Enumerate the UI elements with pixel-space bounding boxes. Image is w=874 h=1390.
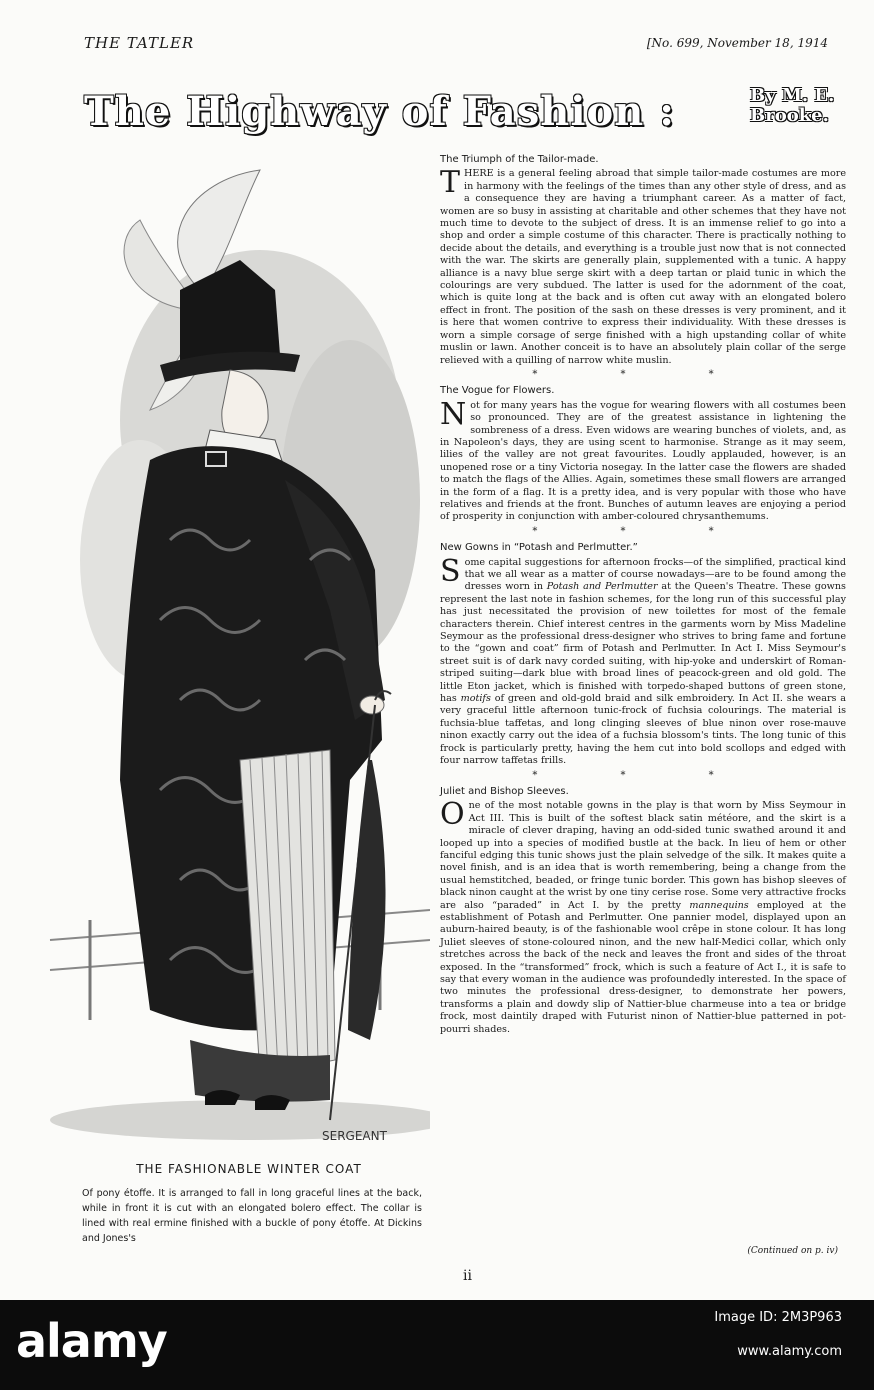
section-heading: New Gowns in “Potash and Perlmutter.”	[440, 542, 638, 554]
section-text: ome capital suggestions for afternoon frocks—of the simplified, practical kind that we all wear as a matter of course nowadays—are to be found among the dresses worn in	[464, 556, 846, 593]
masthead: THE TATLER	[84, 34, 195, 52]
section-heading: Juliet and Bishop Sleeves.	[440, 785, 569, 797]
section-body	[440, 797, 846, 1036]
section-text: of green and old-gold braid and silk embroidery. In Act II. she wears a very graceful little afternoon tunic-frock of fuchsia colourings. The material is fuchsia-blue taffetas, and long clinging sleeves of blue ninon over rose-mauve ninon exactly carry out the idea of a fuchsia blossom's tints. The long tunic of this frock is particularly pretty, having the hem cut into bold scollops and edged with four narrow taffetas frills.	[440, 693, 846, 767]
play-title: Potash and Perlmutter	[546, 581, 658, 593]
italic-word: motifs	[460, 693, 491, 705]
section-body	[440, 396, 846, 524]
section-text: ot for many years has the vogue for wearing flowers with all costumes been so pronounced. They are of the greatest assistance in lightening the sombreness of a dress. Even widows are wearing bunches of violets, and, as in Napoleon's days, they are using scent to harmonise. Strange as it may seem, lilies of the valley are not great favourites. Loudly applauded, however, is an unopened rose or a tiny Victoria nosegay. In the latter case the flowers are shaded to match the flags of the Allies. Again, sometimes these small flowers are arranged in the form of a flag. It is a pretty idea, and is very popular with those who have relatives and friends at the front. Bunches of autumn leaves are enjoying a period of prosperity in conjunction with amber-coloured chrysanthemums.	[440, 399, 846, 523]
section-text: at the Queen's Theatre. These gowns represent the last note in fashion schemes, for the long run of this successful play has just necessitated the provision of new toilettes for most of the female characters therein. Chief interest centres in the garments worn by Miss Madeline Seymour as the professional dress-designer who strives to bring fame and fortune to the “gown and coat” firm of Potash and Perlmutter. In Act I. Miss Seymour's street suit is of dark navy corded suiting, with hip-yoke and underskirt of Roman-striped suiting—dark blue with broad lines of peacock-green and old gold. The little Eton jacket, which is finished with torpedo-shaped buttons of green stone, has	[440, 581, 846, 705]
issue-line: [No. 699, November 18, 1914	[646, 36, 828, 50]
page-title: The Highway of Fashion :	[84, 88, 675, 135]
article-column	[440, 150, 846, 1036]
section-text: employed at the establishment of Potash and Perlmutter. One pannier model, displayed upon an auburn-haired beauty, is of the fashionable wool crêpe in stone colour. It has long Juliet sleeves of stone-coloured ninon, and the new half-Medici collar, which only stretches across the back of the neck and leaves the front and sides of the throat exposed. In the “transformed” frock, which is such a feature of Act I., it is safe to say that every woman in the audience was profoundedly interested. In the space of two minutes the professional dress-designer, to demonstrate her powers, transforms a plain and dowdy slip of Nattier-blue charmeuse into a tea or bridge frock, most daintily draped with Futurist ninon of Nattier-blue patterned in pot-pourri shades.	[440, 899, 846, 1035]
byline-line-1: By M. E.	[750, 85, 835, 106]
fashion-illustration	[30, 140, 430, 1150]
image-id: Image ID: 2M3P963	[714, 1310, 842, 1325]
byline-line-2: Brooke.	[750, 105, 829, 126]
drop-cap: S	[440, 553, 461, 589]
page-number: ii	[463, 1268, 472, 1284]
section-body	[440, 553, 846, 768]
section-text: HERE is a general feeling abroad that simple tailor-made costumes are more in harmony with the feelings of the times than any other style of dress, and as a consequence they are having a triumphant career. As a matter of fact, women are so busy in assisting at charitable and other schemes that they have not much time to devote to the subject of dress. It is an immense relief to go into a shop and order a simple costume of this character. There is practically nothing to decide about the details, and everything is a trouble just now that is not connected with the war. The skirts are generally plain, supplemented with a tunic. A happy alliance is a navy blue serge skirt with a deep tartan or plaid tunic in which the colourings are very subdued. The latter is used for the adornment of the coat, which is quite long at the back and is often cut away with an elongated bolero effect in front. The position of the sash on these dresses is very prominent, and it is here that women contrive to express their individuality. With these dresses is worn a simple corsage of serge finished with a high upstanding collar of white muslin or lawn. Another conceit is to have an absolutely plain collar of the serge relieved with a quilling of narrow white muslin.	[440, 168, 846, 366]
watermark-logo: alamy	[16, 1314, 167, 1368]
drop-cap: O	[440, 797, 465, 833]
section-divider: * * *	[532, 769, 754, 781]
drop-cap: N	[440, 396, 467, 432]
italic-word: mannequins	[689, 899, 749, 911]
section-divider: * * *	[532, 368, 754, 380]
section-body	[440, 165, 846, 367]
caption-title: THE FASHIONABLE WINTER COAT	[136, 1162, 362, 1176]
section-divider: * * *	[532, 525, 754, 537]
artist-signature: SERGEANT	[322, 1129, 387, 1143]
site-url: www.alamy.com	[737, 1344, 842, 1359]
section-heading: The Vogue for Flowers.	[440, 385, 555, 397]
continued-note: (Continued on p. iv)	[747, 1246, 838, 1256]
caption-text: Of pony étoffe. It is arranged to fall in long graceful lines at the back, while in front it is cut with an elongated bolero effect. The collar is lined with real ermine finished with a buckle of pony étoffe. At Dickins and Jones's	[82, 1188, 422, 1244]
byline	[750, 86, 850, 126]
drop-cap: T	[440, 165, 461, 201]
section-text: ne of the most notable gowns in the play is that worn by Miss Seymour in Act III. This is built of the softest black satin météore, and the skirt is a miracle of clever draping, having an odd-sided tunic swathed around it and looped up into a species of modified bustle at the back. In lieu of hem or other fanciful edging this tunic shows just the plain selvedge of the silk. It makes quite a novel finish, and is an idea that is worth remembering, being a change from the usual hemstitched, beaded, or fringe tunic border. This gown has bishop sleeves of black ninon caught at the wrist by one tiny cerise rose. Some very attractive frocks are also “paraded” in Act I. by the pretty	[440, 800, 846, 911]
section-heading: The Triumph of the Tailor-made.	[440, 154, 599, 165]
